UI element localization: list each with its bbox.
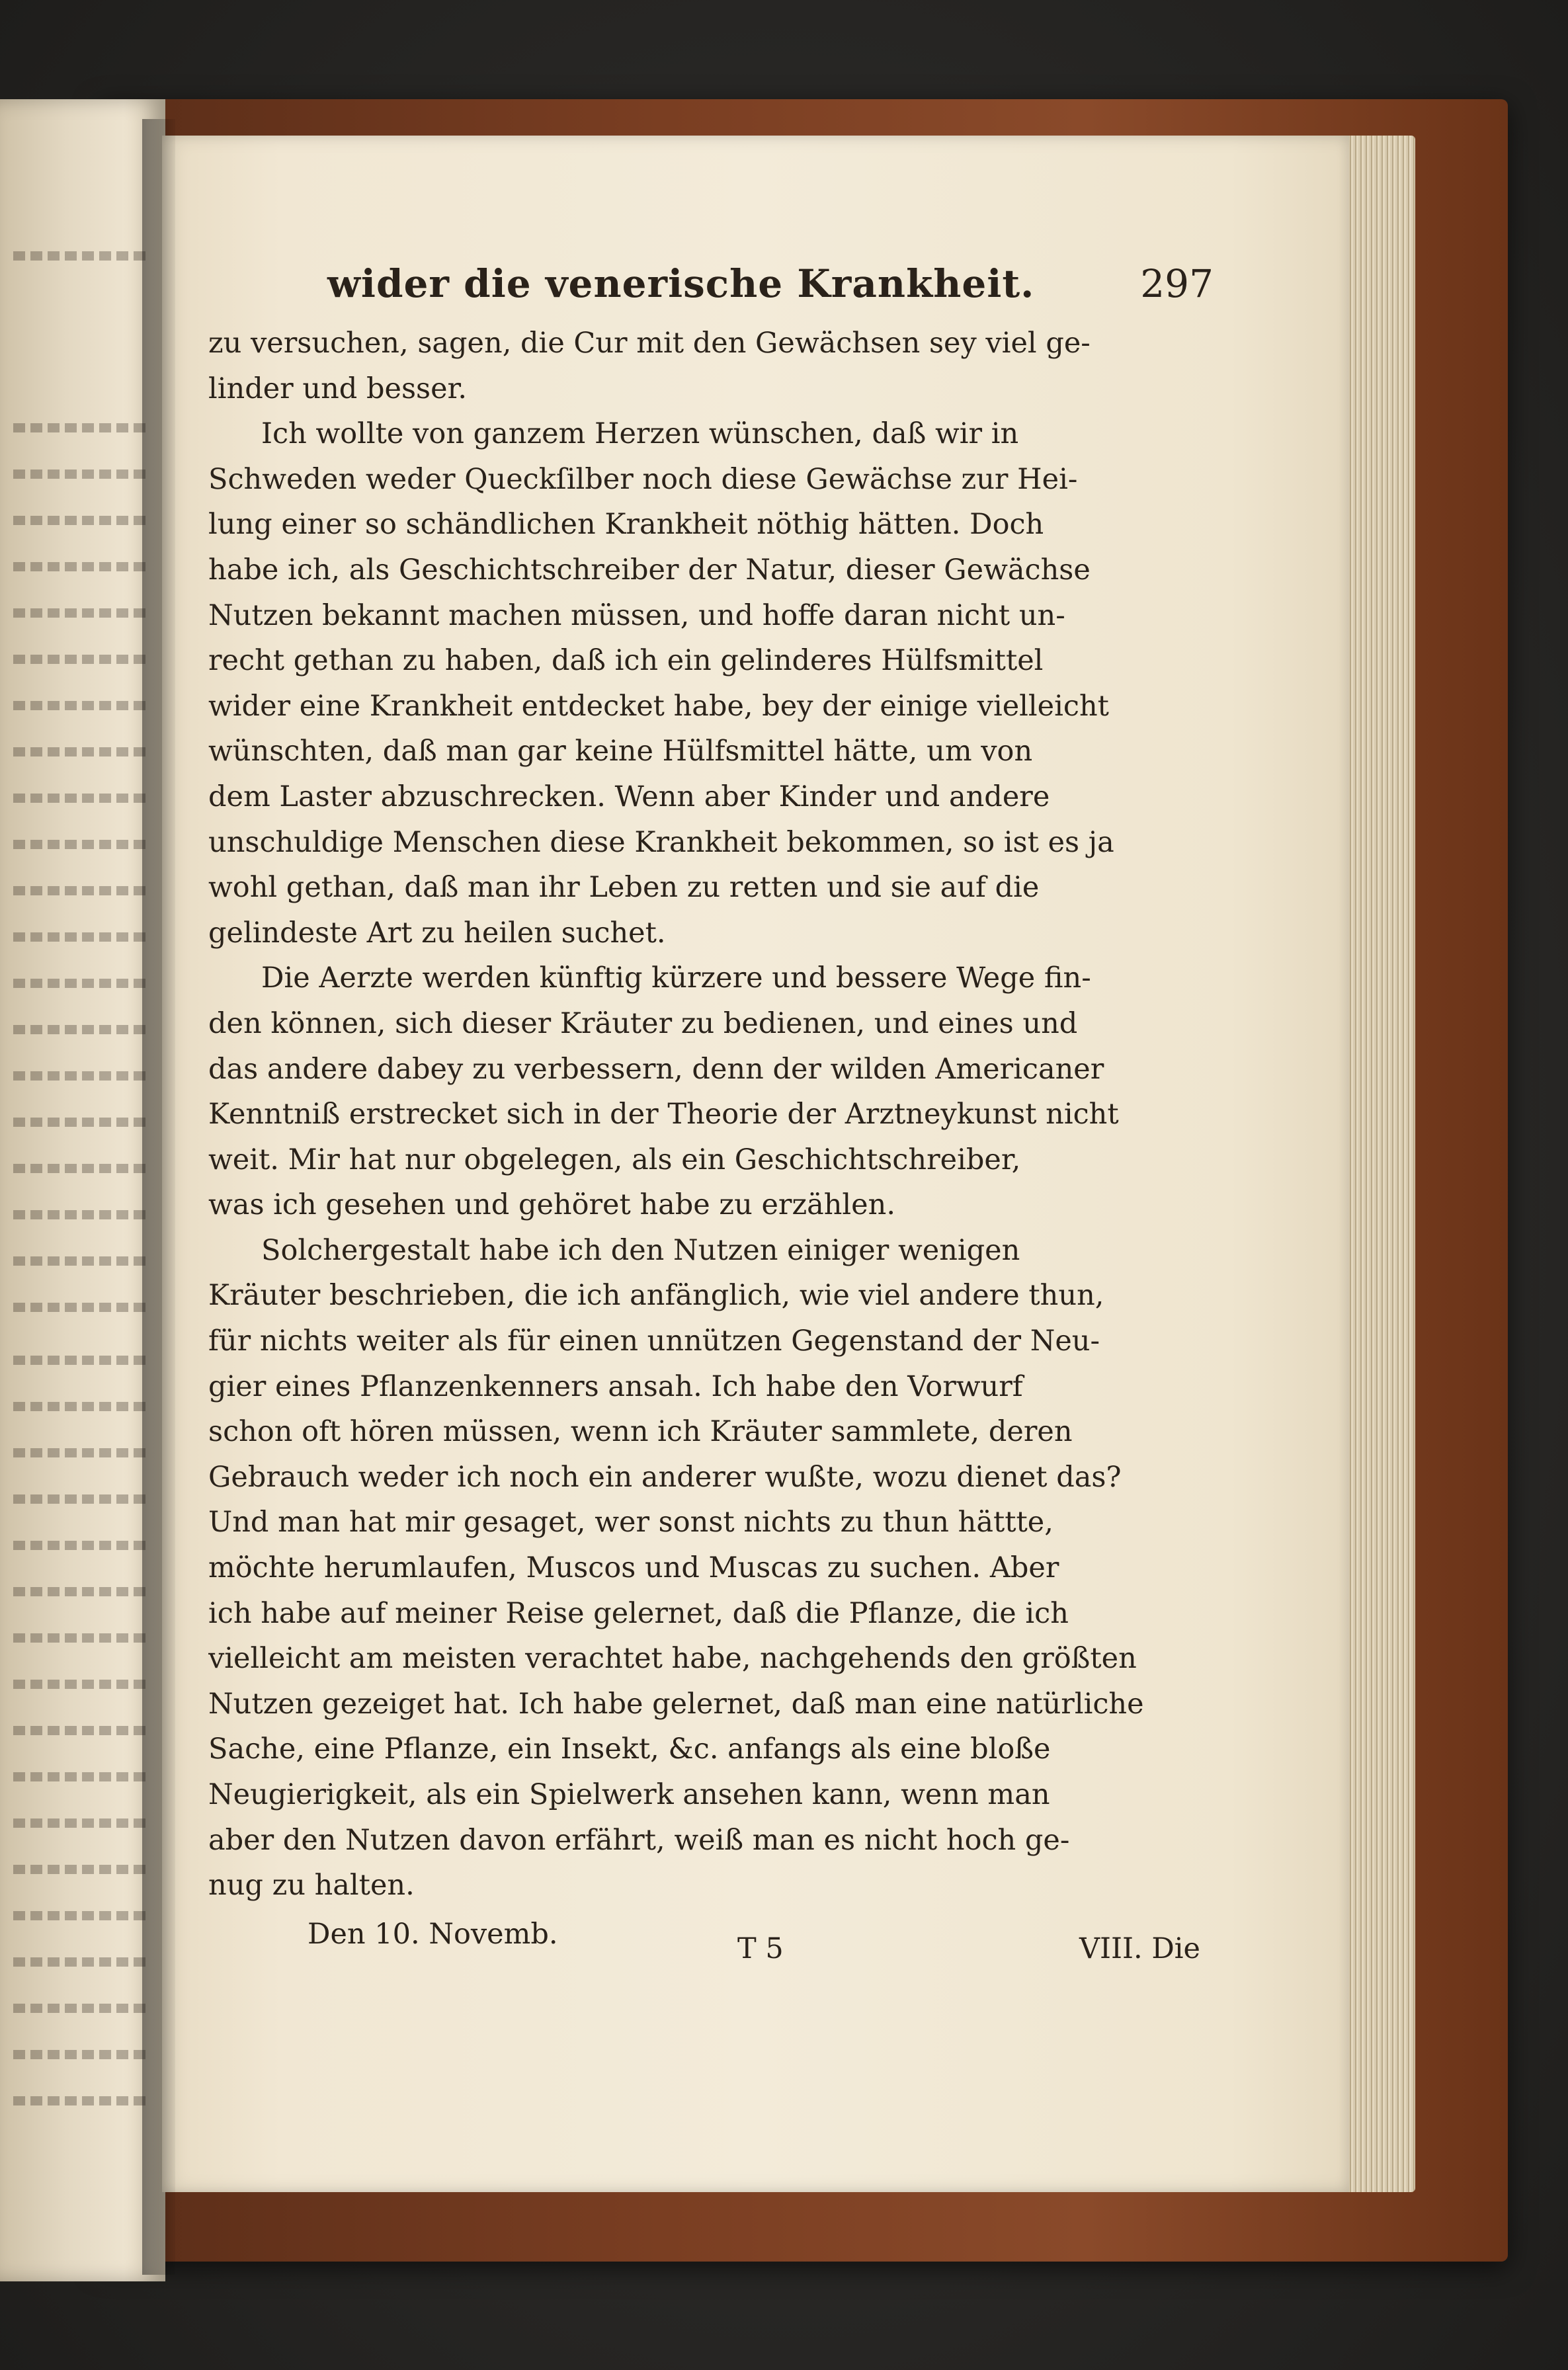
text-line: den können, sich dieser Kräuter zu bedienen, und eines und (208, 1006, 1078, 1040)
facing-page-text-trace (13, 1494, 145, 1504)
text-line: Kräuter beschrieben, die ich anfänglich, wie viel andere thun, (208, 1279, 1104, 1313)
facing-page-text-trace (13, 1957, 145, 1967)
text-line: gelindeste Art zu heilen suchet. (208, 916, 666, 950)
text-line: wider eine Krankheit entdecket habe, bey der einige vielleicht (208, 689, 1109, 723)
text-line: zu versuchen, sagen, die Cur mit den Gewächsen sey viel ge- (208, 327, 1091, 360)
facing-page-text-trace (13, 1772, 145, 1781)
facing-page-text-trace (13, 1587, 145, 1596)
text-line: möchte herumlaufen, Muscos und Muscas zu suchen. Aber (208, 1551, 1059, 1585)
facing-page-text-trace (13, 794, 145, 803)
text-line: Neugierigkeit, als ein Spielwerk ansehen kann, wenn man (208, 1778, 1050, 1811)
page-number: 297 (1140, 261, 1214, 306)
facing-page-text-trace (13, 1448, 145, 1457)
text-line: Gebrauch weder ich noch ein anderer wußte, wozu dienet das? (208, 1460, 1122, 1494)
text-line: Kenntniß erstrecket sich in der Theorie der Arztneykunst nicht (208, 1098, 1119, 1131)
text-line: lung einer so schändlichen Krankheit nöthig hätten. Doch (208, 508, 1044, 542)
facing-page-edge (0, 99, 165, 2281)
text-line: Solchergestalt habe ich den Nutzen einiger wenigen (261, 1233, 1020, 1267)
text-line: was ich gesehen und gehöret habe zu erzählen. (208, 1188, 895, 1222)
signature-mark: T 5 (737, 1932, 784, 1965)
body-text (208, 321, 1187, 1908)
facing-page-text-trace (13, 1541, 145, 1550)
facing-page-text-trace (13, 840, 145, 849)
running-head (208, 261, 1214, 314)
facing-page-text-trace (13, 608, 145, 618)
facing-page-text-trace (13, 516, 145, 525)
facing-page-text-trace (13, 1118, 145, 1127)
text-line: dem Laster abzuschrecken. Wenn aber Kinder und andere (208, 780, 1050, 813)
facing-page-text-trace (13, 1865, 145, 1874)
page-footer (208, 1911, 1200, 1965)
facing-page-text-trace (13, 747, 145, 756)
page-block-edge (1342, 136, 1415, 2192)
facing-page-text-trace (13, 423, 145, 432)
text-line: nug zu halten. (208, 1869, 415, 1902)
facing-page-text-trace (13, 1402, 145, 1411)
facing-page-text-trace (13, 1256, 145, 1266)
text-line: das andere dabey zu verbessern, denn der wilden Americaner (208, 1052, 1104, 1086)
facing-page-text-trace (13, 1356, 145, 1365)
text-line: Und man hat mir gesaget, wer sonst nichts zu thun hättte, (208, 1506, 1053, 1539)
text-line: Die Aerzte werden künftig kürzere und bessere Wege fin- (261, 961, 1091, 995)
text-line: vielleicht am meisten verachtet habe, nachgehends den größten (208, 1642, 1137, 1676)
text-line: wünschten, daß man gar keine Hülfsmittel hätte, um von (208, 735, 1033, 768)
text-line: aber den Nutzen davon erfährt, weiß man es nicht hoch ge- (208, 1823, 1070, 1857)
text-line: unschuldige Menschen diese Krankheit bekommen, so ist es ja (208, 825, 1114, 859)
facing-page-text-trace (13, 2050, 145, 2059)
facing-page-text-trace (13, 1025, 145, 1034)
running-title: wider die venerische Krankheit. (327, 261, 1035, 306)
text-line: wohl gethan, daß man ihr Leben zu retten und sie auf die (208, 871, 1040, 905)
facing-page-text-trace (13, 1818, 145, 1828)
facing-page-text-trace (13, 886, 145, 895)
page-text-block (208, 261, 1214, 1965)
facing-page-text-trace (13, 1210, 145, 1219)
text-line: Sache, eine Pflanze, ein Insekt, &c. anfangs als eine bloße (208, 1733, 1051, 1766)
facing-page-text-trace (13, 1164, 145, 1173)
text-line: gier eines Pflanzenkenners ansah. Ich habe den Vorwurf (208, 1369, 1023, 1403)
facing-page-text-trace (13, 655, 145, 664)
facing-page-text-trace (13, 562, 145, 571)
facing-page-text-trace (13, 470, 145, 479)
text-line: linder und besser. (208, 372, 468, 405)
text-line: recht gethan zu haben, daß ich ein gelinderes Hülfsmittel (208, 644, 1044, 678)
text-line: habe ich, als Geschichtschreiber der Natur, dieser Gewächse (208, 553, 1091, 587)
facing-page-text-trace (13, 251, 145, 261)
facing-page-text-trace (13, 979, 145, 988)
facing-page-text-trace (13, 1911, 145, 1920)
facing-page-text-trace (13, 1633, 145, 1643)
text-line: schon oft hören müssen, wenn ich Kräuter sammlete, deren (208, 1415, 1073, 1449)
facing-page-text-trace (13, 2004, 145, 2013)
date-line: Den 10. Novemb. (308, 1917, 558, 1951)
facing-page-text-trace (13, 701, 145, 710)
facing-page-text-trace (13, 1726, 145, 1735)
text-line: Ich wollte von ganzem Herzen wünschen, daß wir in (261, 417, 1019, 451)
book-page (162, 136, 1349, 2192)
text-line: Nutzen bekannt machen müssen, und hoffe daran nicht un- (208, 598, 1065, 632)
facing-page-text-trace (13, 1303, 145, 1312)
text-line: für nichts weiter als für einen unnützen Gegenstand der Neu- (208, 1325, 1100, 1358)
catchword: VIII. Die (1079, 1932, 1200, 1965)
text-line: weit. Mir hat nur obgelegen, als ein Geschichtschreiber, (208, 1143, 1021, 1176)
facing-page-text-trace (13, 1071, 145, 1081)
book-gutter-shadow (142, 119, 175, 2275)
text-line: Nutzen gezeiget hat. Ich habe gelernet, daß man eine natürliche (208, 1687, 1144, 1721)
text-line: Schweden weder Queckſilber noch diese Gewächse zur Hei- (208, 462, 1078, 496)
facing-page-text-trace (13, 2096, 145, 2105)
text-line: ich habe auf meiner Reise gelernet, daß die Pflanze, die ich (208, 1596, 1069, 1630)
facing-page-text-trace (13, 1680, 145, 1689)
facing-page-text-trace (13, 932, 145, 942)
